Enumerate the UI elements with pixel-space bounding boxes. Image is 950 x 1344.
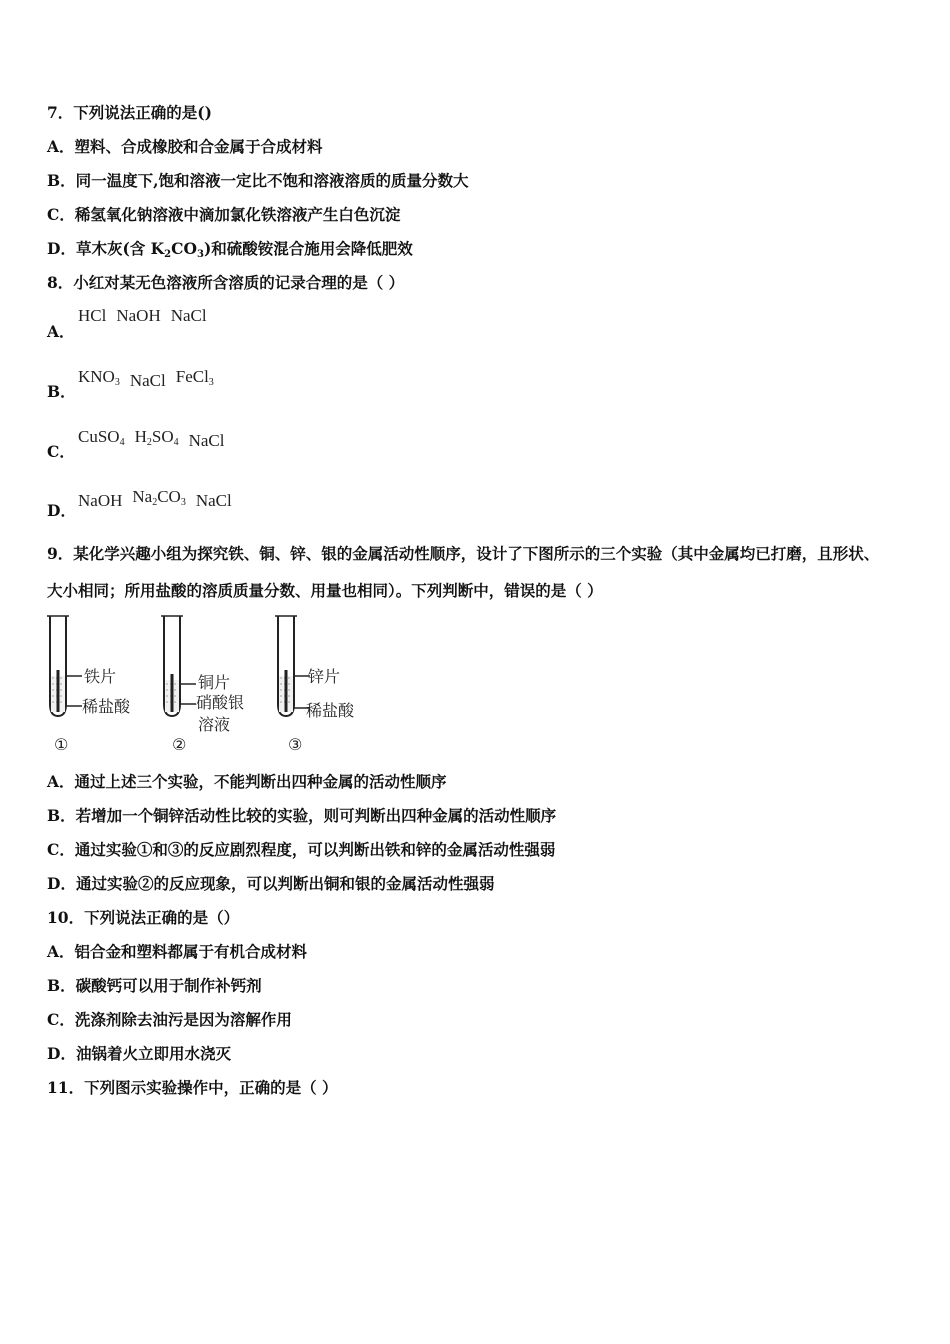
- formula-sub: 3: [180, 497, 186, 508]
- q9-stem-line2: 大小相同；所用盐酸的溶质质量分数、用量也相同）。下列判断中，错误的是（ ）: [47, 581, 603, 600]
- q9-option-b: B．若增加一个铜锌活动性比较的实验，则可判断出四种金属的活动性顺序: [47, 806, 557, 825]
- q10-option-a: A．铝合金和塑料都属于有机合成材料: [47, 942, 308, 961]
- q7-d-sub1: 2: [164, 249, 172, 260]
- test-tubes-figure: [40, 612, 380, 760]
- tube2-liquid-label-2: 溶液: [198, 715, 231, 734]
- formula-na2co3-part: CO: [157, 487, 181, 506]
- q9-option-a: A．通过上述三个实验，不能判断出四种金属的活动性顺序: [47, 772, 447, 791]
- q8-option-b-formulas: [78, 367, 214, 388]
- q11-stem: 11．下列图示实验操作中，正确的是（ ）: [47, 1078, 338, 1097]
- tube2-liquid-label-1: 硝酸银: [196, 693, 245, 712]
- q8-option-a-formulas: [78, 306, 207, 326]
- formula-h2so4: H: [134, 427, 147, 446]
- q8-option-c-formulas: [78, 427, 224, 448]
- test-tube-2: [161, 616, 244, 754]
- formula-nacl: NaCl: [129, 371, 166, 390]
- test-tube-1: [47, 616, 131, 754]
- q7-stem: 7．下列说法正确的是(): [47, 103, 212, 122]
- tube2-number: ②: [172, 735, 187, 754]
- formula-cuso4: CuSO: [78, 427, 120, 446]
- formula-nacl: NaCl: [170, 306, 207, 325]
- formula-sub: 3: [208, 377, 214, 388]
- q8-option-c-label: C．: [47, 442, 75, 461]
- tube3-liquid-label: 稀盐酸: [306, 701, 355, 720]
- q8-stem: 8．小红对某无色溶液所含溶质的记录合理的是（ ）: [47, 273, 405, 292]
- formula-sub: 4: [173, 437, 179, 448]
- q10-option-b: B．碳酸钙可以用于制作补钙剂: [47, 976, 262, 995]
- formula-naoh: NaOH: [78, 491, 123, 510]
- formula-sub: 2: [152, 497, 158, 508]
- formula-kno3: KNO: [78, 367, 115, 386]
- q9-option-d: D．通过实验②的反应现象，可以判断出铜和银的金属活动性强弱: [47, 874, 495, 893]
- formula-hcl: HCl: [78, 306, 107, 325]
- tube3-number: ③: [288, 735, 303, 754]
- q7-option-b: B．同一温度下,饱和溶液一定比不饱和溶液溶质的质量分数大: [47, 171, 469, 190]
- formula-sub: 3: [114, 377, 120, 388]
- q7-d-text-post: )和硫酸铵混合施用会降低肥效: [203, 239, 413, 258]
- tube1-liquid-label: 稀盐酸: [82, 697, 131, 716]
- q8-option-a-label: A．: [47, 322, 75, 341]
- test-tube-3: [275, 616, 355, 754]
- formula-nacl: NaCl: [188, 431, 225, 450]
- q7-option-d: [47, 239, 413, 265]
- tube1-metal-label: 铁片: [84, 667, 117, 686]
- formula-nacl: NaCl: [195, 491, 232, 510]
- q9-stem-line1: 9．某化学兴趣小组为探究铁、铜、锌、银的金属活动性顺序，设计了下图所示的三个实验（其中金属均已打磨，且形状、: [47, 544, 880, 563]
- formula-fecl3: FeCl: [175, 367, 209, 386]
- q7-d-text-pre: D．草木灰(含 K: [47, 239, 165, 258]
- q7-option-c: C．稀氢氧化钠溶液中滴加氯化铁溶液产生白色沉淀: [47, 205, 401, 224]
- formula-h2so4-part: SO: [151, 427, 174, 446]
- tube1-number: ①: [54, 735, 69, 754]
- formula-sub: 2: [146, 437, 152, 448]
- q7-option-a: A．塑料、合成橡胶和合金属于合成材料: [47, 137, 323, 156]
- q10-option-c: C．洗涤剂除去油污是因为溶解作用: [47, 1010, 292, 1029]
- q9-option-c: C．通过实验①和③的反应剧烈程度，可以判断出铁和锌的金属活动性强弱: [47, 840, 556, 859]
- q8-option-d-formulas: [78, 487, 232, 508]
- tube2-metal-label: 铜片: [198, 673, 231, 692]
- tube3-metal-label: 锌片: [308, 667, 341, 686]
- q7-d-sub2: 3: [196, 249, 204, 260]
- q8-option-b-label: B．: [47, 382, 76, 401]
- formula-naoh: NaOH: [116, 306, 161, 325]
- q7-d-text-mid: CO: [171, 239, 197, 258]
- q10-option-d: D．油锅着火立即用水浇灭: [47, 1044, 231, 1063]
- formula-sub: 4: [119, 437, 125, 448]
- formula-na2co3: Na: [132, 487, 153, 506]
- q8-option-d-label: D．: [47, 501, 76, 520]
- q10-stem: 10．下列说法正确的是（）: [47, 908, 240, 927]
